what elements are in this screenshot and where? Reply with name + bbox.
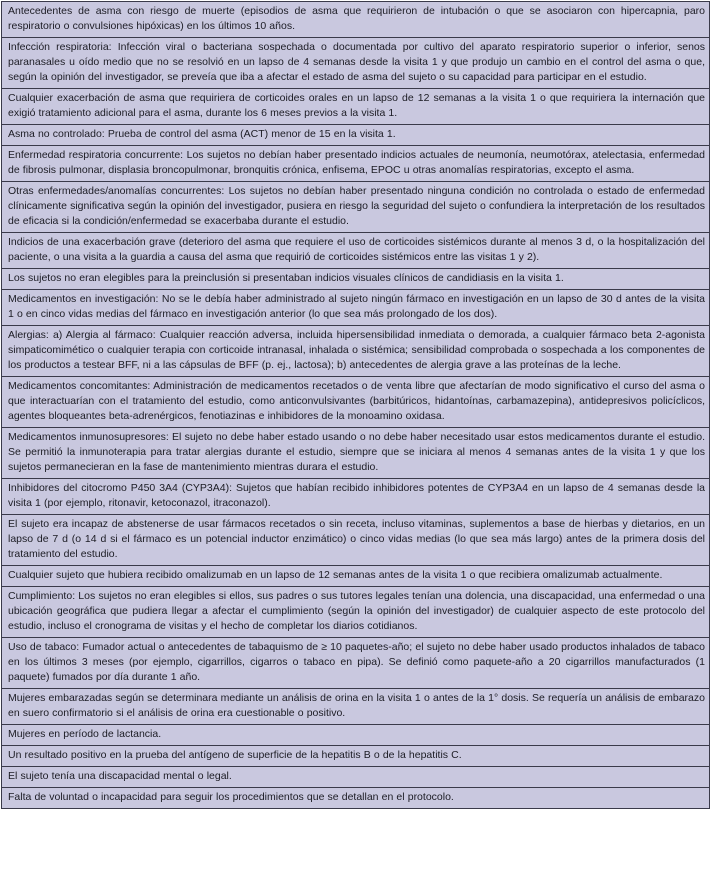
table-row — [2, 515, 710, 566]
table-row — [2, 89, 710, 125]
table-row — [2, 269, 710, 290]
criterion-cell: Mujeres en período de lactancia. — [2, 725, 710, 746]
table-row — [2, 125, 710, 146]
criterion-cell: Cumplimiento: Los sujetos no eran elegibles si ellos, sus padres o sus tutores legales tenían una dolencia, una discapacidad, una enfermedad o una ubicación geográfica que pudiera llegar a afectar el cumplimiento (según la opinión del investigador) de cualquier aspecto de este protocolo del estudio, incluso el cronograma de visitas y el hecho de completar los diarios cotidianos. — [2, 587, 710, 638]
table-row — [2, 479, 710, 515]
exclusion-criteria-table — [1, 1, 710, 809]
exclusion-criteria-table-wrapper — [1, 1, 710, 809]
table-row — [2, 290, 710, 326]
criterion-cell: Mujeres embarazadas según se determinara mediante un análisis de orina en la visita 1 o antes de la 1° dosis. Se requería un análisis de embarazo en suero confirmatorio si el análisis de orina era cuestionable o positivo. — [2, 689, 710, 725]
criterion-cell: Antecedentes de asma con riesgo de muerte (episodios de asma que requirieron de intubación o que se asociaron con hipercapnia, paro respiratorio o convulsiones hipóxicas) en los últimos 10 años. — [2, 2, 710, 38]
criterion-cell: Falta de voluntad o incapacidad para seguir los procedimientos que se detallan en el protocolo. — [2, 788, 710, 809]
table-row — [2, 428, 710, 479]
table-row — [2, 182, 710, 233]
table-row — [2, 146, 710, 182]
table-row — [2, 689, 710, 725]
criterion-cell: Enfermedad respiratoria concurrente: Los sujetos no debían haber presentado indicios actuales de neumonía, neumotórax, atelectasia, enfermedad de fibrosis pulmonar, displasia broncopulmonar, bronquitis crónica, enfisema, EPOC u otras anomalías respiratorias, excepto el asma. — [2, 146, 710, 182]
criterion-cell: Medicamentos concomitantes: Administración de medicamentos recetados o de venta libre que afectarían de modo significativo el curso del asma o que interactuarían con el tratamiento del estudio, como anticonvulsivantes (barbitúricos, hidantoínas, carbamazepina), antidepresivos policíclicos, agentes bloqueantes beta-adrenérgicos, fenotiazinas e inhibidores de la monoamino oxidasa. — [2, 377, 710, 428]
table-row — [2, 38, 710, 89]
table-row — [2, 788, 710, 809]
criterion-cell: Infección respiratoria: Infección viral o bacteriana sospechada o documentada por cultivo del aparato respiratorio superior o inferior, senos paranasales u oído medio que no se resolvió en un lapso de 4 semanas desde la visita 1 y que produjo un cambio en el control del asma o que, según la opinión del investigador, se preveía que iba a afectar el estado de asma del sujeto o su capacidad para participar en el estudio. — [2, 38, 710, 89]
table-row — [2, 566, 710, 587]
table-row — [2, 767, 710, 788]
criterion-cell: Medicamentos en investigación: No se le debía haber administrado al sujeto ningún fármaco en investigación en un lapso de 30 d antes de la visita 1 o en cinco vidas medias del fármaco en investigación anterior (lo que sea más prolongado de los dos). — [2, 290, 710, 326]
table-row — [2, 638, 710, 689]
criterion-cell: Asma no controlado: Prueba de control del asma (ACT) menor de 15 en la visita 1. — [2, 125, 710, 146]
criterion-cell: Los sujetos no eran elegibles para la preinclusión si presentaban indicios visuales clínicos de candidiasis en la visita 1. — [2, 269, 710, 290]
table-row — [2, 2, 710, 38]
criterion-cell: Cualquier sujeto que hubiera recibido omalizumab en un lapso de 12 semanas antes de la visita 1 o que recibiera omalizumab actualmente. — [2, 566, 710, 587]
criterion-cell: El sujeto era incapaz de abstenerse de usar fármacos recetados o sin receta, incluso vitaminas, suplementos a base de hierbas y dietarios, en un lapso de 7 d (o 14 d si el fármaco es un potencial inductor enzimático) o cinco vidas medias (lo que sea más largo) antes de la primera dosis del tratamiento del estudio. — [2, 515, 710, 566]
table-row — [2, 377, 710, 428]
criterion-cell: Alergias: a) Alergia al fármaco: Cualquier reacción adversa, incluida hipersensibilidad inmediata o demorada, a cualquier fármaco beta 2-agonista simpaticomimético o cualquier terapia con corticoide intranasal, inhalada o sistémica; sensibilidad comprobada o sospechada a los componentes de los productos a testear BFF, ni a las cápsulas de BFF (p. ej., lactosa); b) antecedentes de alergia grave a las proteínas de la leche. — [2, 326, 710, 377]
criterion-cell: Medicamentos inmunosupresores: El sujeto no debe haber estado usando o no debe haber necesitado usar estos medicamentos durante el estudio. Se permitió la inmunoterapia para tratar alergias durante el estudio, siempre que se iniciara al menos 4 semanas antes de la visita 1 y que los sujetos permanecieran en la fase de mantenimiento mientras durara el estudio. — [2, 428, 710, 479]
criterion-cell: Inhibidores del citocromo P450 3A4 (CYP3A4): Sujetos que habían recibido inhibidores potentes de CYP3A4 en un lapso de 4 semanas desde la visita 1 (por ejemplo, ritonavir, ketoconazol, itraconazol). — [2, 479, 710, 515]
criterion-cell: Indicios de una exacerbación grave (deterioro del asma que requiere el uso de corticoides sistémicos durante al menos 3 d, o la hospitalización del paciente, o una visita a la guardia a causa del asma que requirió de corticoides sistémicos entre las visitas 1 y 2). — [2, 233, 710, 269]
criterion-cell: El sujeto tenía una discapacidad mental o legal. — [2, 767, 710, 788]
table-row — [2, 326, 710, 377]
table-row — [2, 233, 710, 269]
criterion-cell: Cualquier exacerbación de asma que requiriera de corticoides orales en un lapso de 12 semanas a la visita 1 o que requiriera la internación que exigió tratamiento adicional para el asma, durante los 6 meses previos a la visita 1. — [2, 89, 710, 125]
table-row — [2, 587, 710, 638]
table-row — [2, 725, 710, 746]
criterion-cell: Otras enfermedades/anomalías concurrentes: Los sujetos no debían haber presentado ninguna condición no controlada o estado de enfermedad clínicamente significativa según la opinión del investigador, pusiera en riesgo la seguridad del sujeto o confundiera la interpretación de los resultados de eficacia si la condición/enfermedad se exacerbaba durante el estudio. — [2, 182, 710, 233]
table-row — [2, 746, 710, 767]
criterion-cell: Un resultado positivo en la prueba del antígeno de superficie de la hepatitis B o de la hepatitis C. — [2, 746, 710, 767]
criterion-cell: Uso de tabaco: Fumador actual o antecedentes de tabaquismo de ≥ 10 paquetes-año; el sujeto no debe haber usado productos inhalados de tabaco en los últimos 3 meses (por ejemplo, cigarrillos, cigarros o tabaco en pipa). Se definió como paquete-año a 20 cigarrillos manufacturados (1 paquete) fumados por día durante 1 año. — [2, 638, 710, 689]
